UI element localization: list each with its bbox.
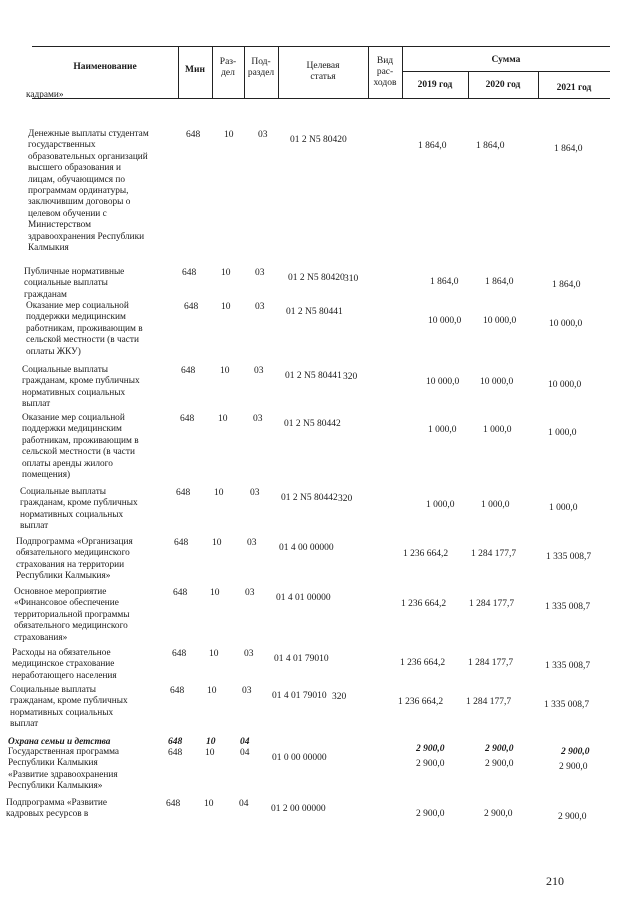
row-target: 01 2 N5 80442 [284, 419, 341, 429]
row-target: 01 4 00 00000 [279, 543, 334, 553]
row-razdel: 10 [204, 799, 214, 809]
row-name: Социальные выплаты гражданам, кроме публичных нормативных социальных выплат [22, 365, 140, 410]
row-value-2019: 2 900,0 [416, 744, 445, 754]
row-target: 01 2 N5 80442 [281, 493, 338, 503]
row-value-2019: 1 236 664,2 [400, 658, 446, 668]
row-podrazdel: 03 [250, 488, 260, 498]
row-target: 01 2 N5 80441 [285, 371, 342, 381]
row-value-2021: 1 335 008,7 [545, 661, 591, 671]
row-vid: 310 [344, 274, 359, 284]
row-target: 01 4 01 79010 [272, 691, 327, 701]
row-podrazdel: 03 [242, 686, 252, 696]
row-razdel: 10 [221, 302, 231, 312]
row-value-2020: 2 900,0 [484, 809, 513, 819]
row-podrazdel: 04 [239, 799, 249, 809]
row-value-2019: 1 236 664,2 [398, 697, 444, 707]
row-value-2019: 10 000,0 [426, 377, 460, 387]
header-podrazdel: Под- раздел [247, 57, 275, 78]
row-podrazdel: 03 [253, 414, 263, 424]
row-name: Основное мероприятие «Финансовое обеспечение территориальной программы обязательного медицинского страхования» [14, 587, 130, 643]
row-target: 01 4 01 00000 [276, 593, 331, 603]
row-value-2020: 1 000,0 [481, 500, 510, 510]
row-name: Подпрограмма «Организация обязательного медицинского страхования на территории Республики Калмыкия» [16, 537, 133, 582]
row-value-2020: 10 000,0 [480, 377, 514, 387]
row-razdel: 10 [221, 268, 231, 278]
row-value-2021: 1 335 008,7 [546, 552, 592, 562]
row-value-2020: 1 284 177,7 [466, 697, 512, 707]
row-min: 648 [182, 268, 197, 278]
row-name: Денежные выплаты студентам государственных образовательных организаций высшего образования и лицам, обучающимся по программам ординатуры, заключившим договоры о целевом обучении с Министерством здравоохранения Республики Калмыкия [28, 129, 149, 254]
row-value-2019: 10 000,0 [428, 316, 462, 326]
row-value-2020: 2 900,0 [485, 759, 514, 769]
row-target: 01 2 N5 80441 [286, 307, 343, 317]
row-min: 648 [186, 130, 201, 140]
row-value-2019: 1 000,0 [428, 425, 457, 435]
row-name: Оказание мер социальной поддержки медицинским работникам, проживающим в сельской местности (в части оплаты аренды жилого помещения) [22, 413, 139, 481]
row-value-2021: 2 900,0 [558, 812, 587, 822]
row-value-2020: 1 864,0 [476, 141, 505, 151]
row-value-2019: 1 236 664,2 [403, 549, 449, 559]
row-value-2021: 1 335 008,7 [545, 602, 591, 612]
row-podrazdel: 04 [240, 748, 250, 758]
row-podrazdel: 03 [255, 302, 265, 312]
row-name: Оказание мер социальной поддержки медицинским работникам, проживающим в сельской местности (в части оплаты ЖКУ) [26, 301, 143, 357]
row-value-2019: 1 000,0 [426, 500, 455, 510]
row-min: 648 [170, 686, 185, 696]
row-name: Расходы на обязательное медицинское страхование неработающего населения [12, 648, 117, 681]
row-name: Социальные выплаты гражданам, кроме публичных нормативных социальных выплат [10, 685, 128, 730]
header-2019: 2019 год [417, 80, 453, 90]
row-value-2021: 1 000,0 [548, 428, 577, 438]
row-value-2020: 2 900,0 [485, 744, 514, 754]
row-target: 01 4 01 79010 [274, 654, 329, 664]
row-razdel: 10 [220, 366, 230, 376]
row-razdel: 10 [209, 649, 219, 659]
row-podrazdel: 03 [247, 538, 257, 548]
row-min: 648 [181, 366, 196, 376]
table-header [32, 46, 610, 99]
row-vid: 320 [338, 494, 353, 504]
row-value-2020: 1 284 177,7 [469, 599, 515, 609]
carry-over-text: кадрами» [26, 90, 64, 100]
row-value-2020: 1 284 177,7 [468, 658, 514, 668]
row-podrazdel: 03 [244, 649, 254, 659]
row-name: Подпрограмма «Развитие кадровых ресурсов в [6, 798, 107, 820]
row-value-2021: 10 000,0 [549, 319, 583, 329]
row-value-2021: 1 864,0 [552, 280, 581, 290]
row-podrazdel: 03 [245, 588, 255, 598]
page-number: 210 [546, 874, 564, 888]
row-value-2021: 1 864,0 [554, 144, 583, 154]
row-min: 648 [168, 748, 183, 758]
row-value-2020: 10 000,0 [483, 316, 517, 326]
row-value-2021: 2 900,0 [559, 762, 588, 772]
row-name: Охрана семьи и детства [8, 737, 111, 747]
header-target: Целевая статья [306, 61, 340, 82]
row-min: 648 [176, 488, 191, 498]
header-divider [402, 71, 610, 72]
row-target: 01 2 N5 80420 [290, 135, 347, 145]
row-podrazdel: 03 [258, 130, 268, 140]
row-razdel: 10 [210, 588, 220, 598]
row-target: 01 2 00 00000 [271, 804, 326, 814]
row-razdel: 10 [205, 748, 215, 758]
header-name: Наименование [73, 62, 137, 72]
row-podrazdel: 03 [255, 268, 265, 278]
row-min: 648 [168, 737, 183, 747]
row-value-2020: 1 284 177,7 [471, 549, 517, 559]
row-value-2021: 10 000,0 [548, 380, 582, 390]
header-2021: 2021 год [556, 83, 592, 93]
row-target: 01 2 N5 80420 [288, 273, 345, 283]
row-target: 01 0 00 00000 [272, 753, 327, 763]
header-min: Мин [185, 65, 205, 75]
row-razdel: 10 [212, 538, 222, 548]
row-razdel: 10 [214, 488, 224, 498]
row-min: 648 [184, 302, 199, 312]
row-vid: 320 [343, 372, 358, 382]
row-podrazdel: 03 [254, 366, 264, 376]
row-value-2020: 1 864,0 [485, 277, 514, 287]
header-sum: Сумма [491, 55, 521, 65]
row-name: Социальные выплаты гражданам, кроме публичных нормативных социальных выплат [20, 487, 138, 532]
row-value-2019: 1 236 664,2 [401, 599, 447, 609]
row-value-2020: 1 000,0 [483, 425, 512, 435]
row-razdel: 10 [224, 130, 234, 140]
row-value-2021: 1 000,0 [549, 503, 578, 513]
header-vid: Вид рас- ходов [373, 56, 397, 88]
row-min: 648 [172, 649, 187, 659]
row-razdel: 10 [207, 686, 217, 696]
row-razdel: 10 [218, 414, 228, 424]
row-min: 648 [174, 538, 189, 548]
row-vid: 320 [332, 692, 347, 702]
row-name: Публичные нормативные социальные выплаты гражданам [24, 267, 125, 300]
row-podrazdel: 04 [240, 737, 250, 747]
header-razdel: Раз- дел [219, 57, 237, 78]
row-min: 648 [173, 588, 188, 598]
row-min: 648 [180, 414, 195, 424]
row-value-2019: 1 864,0 [418, 141, 447, 151]
row-value-2019: 2 900,0 [416, 809, 445, 819]
row-value-2021: 2 900,0 [561, 747, 590, 757]
row-value-2021: 1 335 008,7 [544, 700, 590, 710]
row-razdel: 10 [206, 737, 216, 747]
row-value-2019: 2 900,0 [416, 759, 445, 769]
row-value-2019: 1 864,0 [430, 277, 459, 287]
row-name: Государственная программа Республики Калмыкия «Развитие здравоохранения Республики Калмыкия» [8, 747, 120, 792]
header-2020: 2020 год [485, 80, 521, 90]
row-min: 648 [166, 799, 181, 809]
